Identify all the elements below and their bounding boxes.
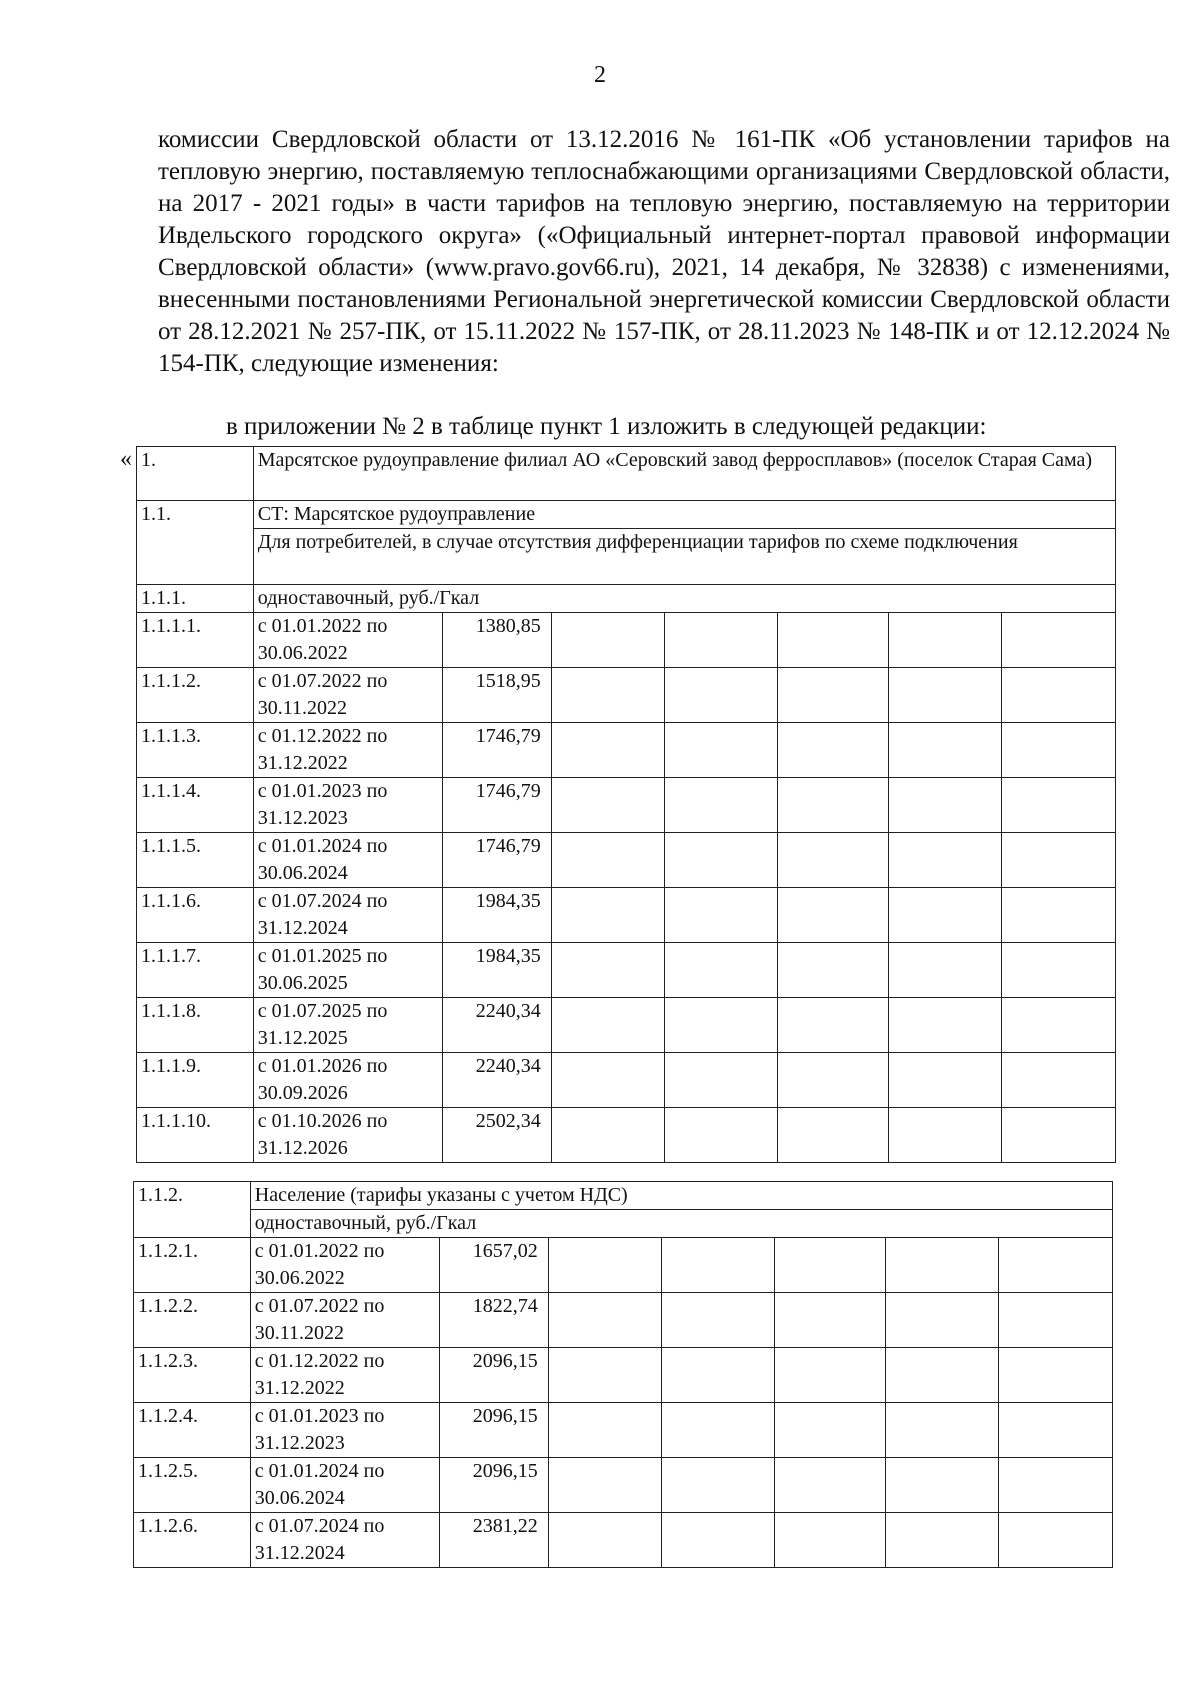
empty-cell bbox=[665, 1108, 777, 1163]
empty-cell bbox=[551, 998, 665, 1053]
empty-cell bbox=[551, 943, 665, 998]
table-row bbox=[137, 613, 1116, 668]
row-period: с 01.12.2022 по 31.12.2022 bbox=[250, 1348, 439, 1403]
empty-cell bbox=[885, 1458, 999, 1513]
empty-cell bbox=[1002, 833, 1116, 888]
empty-cell bbox=[888, 613, 1002, 668]
empty-cell bbox=[888, 943, 1002, 998]
empty-cell bbox=[662, 1348, 774, 1403]
row-number: 1.1.2.4. bbox=[134, 1403, 251, 1458]
empty-cell bbox=[548, 1403, 662, 1458]
table-row bbox=[134, 1293, 1113, 1348]
row-period: с 01.07.2022 по 30.11.2022 bbox=[253, 668, 442, 723]
empty-cell bbox=[551, 668, 665, 723]
empty-cell bbox=[1002, 943, 1116, 998]
empty-cell bbox=[665, 668, 777, 723]
empty-cell bbox=[665, 1053, 777, 1108]
table-row-sub-1-1 bbox=[137, 501, 1116, 529]
row-value: 2381,22 bbox=[439, 1513, 548, 1568]
table-row-item-1 bbox=[137, 447, 1116, 501]
empty-cell bbox=[888, 888, 1002, 943]
population-number: 1.1.2. bbox=[134, 1182, 251, 1238]
empty-cell bbox=[999, 1293, 1113, 1348]
empty-cell bbox=[662, 1458, 774, 1513]
item-number: 1. bbox=[137, 447, 254, 501]
row-value: 1746,79 bbox=[442, 833, 551, 888]
empty-cell bbox=[888, 723, 1002, 778]
row-number: 1.1.1.8. bbox=[137, 998, 254, 1053]
table-row bbox=[134, 1458, 1113, 1513]
table-row bbox=[137, 833, 1116, 888]
empty-cell bbox=[777, 1053, 888, 1108]
empty-cell bbox=[665, 998, 777, 1053]
empty-cell bbox=[999, 1238, 1113, 1293]
table-row bbox=[137, 998, 1116, 1053]
row-period: с 01.07.2024 по 31.12.2024 bbox=[253, 888, 442, 943]
sub-title: СТ: Марсятское рудоуправление bbox=[253, 501, 1115, 529]
empty-cell bbox=[665, 943, 777, 998]
empty-cell bbox=[551, 723, 665, 778]
row-value: 2096,15 bbox=[439, 1458, 548, 1513]
population-title: Население (тарифы указаны с учетом НДС) bbox=[250, 1182, 1112, 1210]
empty-cell bbox=[777, 998, 888, 1053]
empty-cell bbox=[1002, 888, 1116, 943]
empty-cell bbox=[999, 1348, 1113, 1403]
empty-cell bbox=[551, 778, 665, 833]
empty-cell bbox=[551, 1053, 665, 1108]
empty-cell bbox=[774, 1458, 885, 1513]
empty-cell bbox=[551, 613, 665, 668]
tariff-table-part-1 bbox=[136, 446, 1116, 1163]
empty-cell bbox=[548, 1458, 662, 1513]
intro-paragraph bbox=[158, 124, 1170, 380]
empty-cell bbox=[774, 1293, 885, 1348]
row-period: с 01.01.2023 по 31.12.2023 bbox=[253, 778, 442, 833]
empty-cell bbox=[548, 1513, 662, 1568]
row-value: 1746,79 bbox=[442, 723, 551, 778]
empty-cell bbox=[548, 1293, 662, 1348]
empty-cell bbox=[665, 723, 777, 778]
empty-cell bbox=[1002, 723, 1116, 778]
table-row-population-rate bbox=[134, 1210, 1113, 1238]
row-value: 1984,35 bbox=[442, 888, 551, 943]
row-value: 1518,95 bbox=[442, 668, 551, 723]
row-period: с 01.01.2025 по 30.06.2025 bbox=[253, 943, 442, 998]
tariff-table-part-2 bbox=[133, 1181, 1113, 1568]
empty-cell bbox=[777, 723, 888, 778]
row-number: 1.1.2.2. bbox=[134, 1293, 251, 1348]
empty-cell bbox=[551, 833, 665, 888]
empty-cell bbox=[777, 943, 888, 998]
empty-cell bbox=[777, 613, 888, 668]
empty-cell bbox=[885, 1293, 999, 1348]
row-number: 1.1.2.5. bbox=[134, 1458, 251, 1513]
empty-cell bbox=[1002, 613, 1116, 668]
rate-label: одноставочный, руб./Гкал bbox=[253, 585, 1115, 613]
empty-cell bbox=[1002, 1053, 1116, 1108]
population-rate-label: одноставочный, руб./Гкал bbox=[250, 1210, 1112, 1238]
empty-cell bbox=[885, 1403, 999, 1458]
empty-cell bbox=[774, 1348, 885, 1403]
row-period: с 01.12.2022 по 31.12.2022 bbox=[253, 723, 442, 778]
row-value: 2240,34 bbox=[442, 998, 551, 1053]
row-value: 2502,34 bbox=[442, 1108, 551, 1163]
empty-cell bbox=[888, 1053, 1002, 1108]
row-number: 1.1.1.9. bbox=[137, 1053, 254, 1108]
row-period: с 01.07.2025 по 31.12.2025 bbox=[253, 998, 442, 1053]
empty-cell bbox=[777, 888, 888, 943]
row-period: с 01.07.2024 по 31.12.2024 bbox=[250, 1513, 439, 1568]
row-number: 1.1.2.1. bbox=[134, 1238, 251, 1293]
row-period: с 01.01.2023 по 31.12.2023 bbox=[250, 1403, 439, 1458]
empty-cell bbox=[777, 833, 888, 888]
row-period: с 01.01.2024 по 30.06.2024 bbox=[250, 1458, 439, 1513]
empty-cell bbox=[885, 1513, 999, 1568]
empty-cell bbox=[885, 1238, 999, 1293]
row-period: с 01.01.2022 по 30.06.2022 bbox=[250, 1238, 439, 1293]
empty-cell bbox=[774, 1238, 885, 1293]
empty-cell bbox=[777, 668, 888, 723]
table-row bbox=[134, 1403, 1113, 1458]
empty-cell bbox=[665, 888, 777, 943]
row-period: с 01.07.2022 по 30.11.2022 bbox=[250, 1293, 439, 1348]
row-number: 1.1.2.3. bbox=[134, 1348, 251, 1403]
table-row bbox=[134, 1513, 1113, 1568]
sub-number: 1.1. bbox=[137, 501, 254, 585]
row-number: 1.1.1.1. bbox=[137, 613, 254, 668]
row-number: 1.1.1.7. bbox=[137, 943, 254, 998]
row-value: 2240,34 bbox=[442, 1053, 551, 1108]
row-period: с 01.01.2024 по 30.06.2024 bbox=[253, 833, 442, 888]
empty-cell bbox=[548, 1238, 662, 1293]
empty-cell bbox=[888, 778, 1002, 833]
consumers-label: Для потребителей, в случае отсутствия дифференциации тарифов по схеме подключения bbox=[253, 529, 1115, 585]
empty-cell bbox=[1002, 998, 1116, 1053]
empty-cell bbox=[999, 1403, 1113, 1458]
empty-cell bbox=[777, 1108, 888, 1163]
row-value: 2096,15 bbox=[439, 1348, 548, 1403]
row-number: 1.1.1.3. bbox=[137, 723, 254, 778]
row-period: с 01.10.2026 по 31.12.2026 bbox=[253, 1108, 442, 1163]
empty-cell bbox=[548, 1348, 662, 1403]
rate-number: 1.1.1. bbox=[137, 585, 254, 613]
table-row bbox=[137, 888, 1116, 943]
table-row bbox=[137, 1108, 1116, 1163]
empty-cell bbox=[662, 1238, 774, 1293]
empty-cell bbox=[665, 778, 777, 833]
row-value: 2096,15 bbox=[439, 1403, 548, 1458]
table-row bbox=[137, 1053, 1116, 1108]
empty-cell bbox=[774, 1513, 885, 1568]
empty-cell bbox=[888, 1108, 1002, 1163]
empty-cell bbox=[888, 668, 1002, 723]
row-number: 1.1.1.5. bbox=[137, 833, 254, 888]
row-number: 1.1.2.6. bbox=[134, 1513, 251, 1568]
empty-cell bbox=[999, 1513, 1113, 1568]
empty-cell bbox=[777, 778, 888, 833]
row-value: 1746,79 bbox=[442, 778, 551, 833]
empty-cell bbox=[999, 1458, 1113, 1513]
empty-cell bbox=[1002, 668, 1116, 723]
row-number: 1.1.1.2. bbox=[137, 668, 254, 723]
empty-cell bbox=[665, 833, 777, 888]
row-value: 1380,85 bbox=[442, 613, 551, 668]
row-number: 1.1.1.6. bbox=[137, 888, 254, 943]
row-number: 1.1.1.10. bbox=[137, 1108, 254, 1163]
table-row bbox=[137, 778, 1116, 833]
empty-cell bbox=[662, 1513, 774, 1568]
table-row-rate bbox=[137, 585, 1116, 613]
empty-cell bbox=[551, 888, 665, 943]
row-period: с 01.01.2022 по 30.06.2022 bbox=[253, 613, 442, 668]
empty-cell bbox=[1002, 1108, 1116, 1163]
empty-cell bbox=[1002, 778, 1116, 833]
empty-cell bbox=[888, 998, 1002, 1053]
empty-cell bbox=[885, 1348, 999, 1403]
empty-cell bbox=[662, 1403, 774, 1458]
table-row bbox=[137, 723, 1116, 778]
table-row bbox=[134, 1348, 1113, 1403]
empty-cell bbox=[665, 613, 777, 668]
empty-cell bbox=[888, 833, 1002, 888]
table-row bbox=[137, 943, 1116, 998]
row-number: 1.1.1.4. bbox=[137, 778, 254, 833]
empty-cell bbox=[551, 1108, 665, 1163]
table-row-consumers bbox=[137, 529, 1116, 585]
row-value: 1657,02 bbox=[439, 1238, 548, 1293]
table-row bbox=[137, 668, 1116, 723]
page-number: 2 bbox=[594, 62, 606, 88]
table-row-population bbox=[134, 1182, 1113, 1210]
table-row bbox=[134, 1238, 1113, 1293]
intro-text: комиссии Свердловской области от 13.12.2016 № 161-ПК «Об установлении тарифов на тепловую энергию, поставляемую теплоснабжающими организациями Свердловской области, на 2017 - 2021 годы» в части тарифов на тепловую энергию, поставляемую на территории Ивдельского городского округа» («Официальный интернет-портал правовой информации Свердловской области» (www.pravo.gov66.ru), 2021, 14 декабря, № 32838) с изменениями, внесенными постановлениями Региональной энергетической комиссии Свердловской области от 28.12.2021 № 257-ПК, от 15.11.2022 № 157-ПК, от 28.11.2023 № 148-ПК и от 12.12.2024 № 154-ПК, следующие изменения: bbox=[158, 126, 1170, 377]
row-value: 1984,35 bbox=[442, 943, 551, 998]
row-value: 1822,74 bbox=[439, 1293, 548, 1348]
empty-cell bbox=[774, 1403, 885, 1458]
opening-quote-mark: « bbox=[120, 446, 132, 472]
empty-cell bbox=[662, 1293, 774, 1348]
row-period: с 01.01.2026 по 30.09.2026 bbox=[253, 1053, 442, 1108]
item-title: Марсятское рудоуправление филиал АО «Серовский завод ферросплавов» (поселок Старая Сама) bbox=[253, 447, 1115, 501]
instruction-line: в приложении № 2 в таблице пункт 1 изложить в следующей редакции: bbox=[226, 413, 987, 440]
